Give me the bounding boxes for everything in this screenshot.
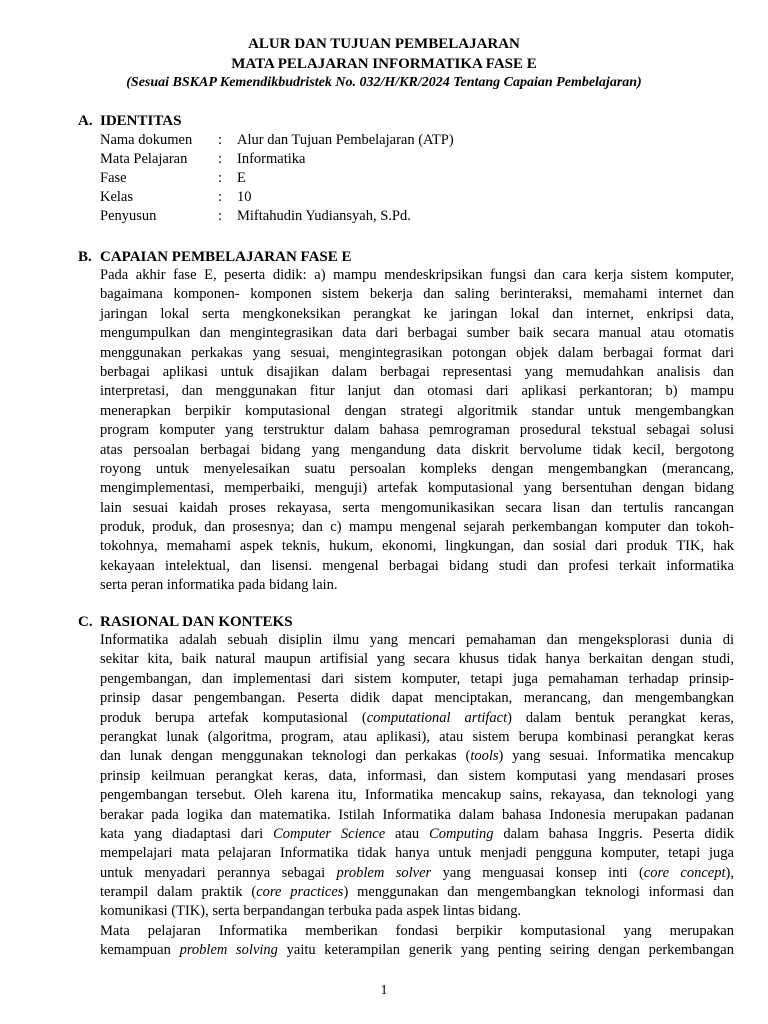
paragraph-line: produk, produk, dan prosesnya; dan c) mampu mengenal sejarah perkembangan komputer dan tokoh- <box>100 519 734 536</box>
paragraph-line: royong untuk menyelesaikan suatu persoalan kompleks dengan mengembangkan (merancang, <box>100 460 734 477</box>
identity-label: Penyusun <box>100 208 157 224</box>
section-b-title: CAPAIAN PEMBELAJARAN FASE E <box>100 249 352 265</box>
italic-term: problem solving <box>179 942 278 959</box>
text-segment: kemampuan <box>100 942 180 959</box>
section-c-letter: C. <box>78 614 93 630</box>
text-segment: prinsip keilmuan perangkat keras, data, informasi, dan sistem komputasi yang mendasari proses <box>100 767 734 784</box>
paragraph-line: interpretasi, dan menggunakan fitur lanjut dan otomasi dari aplikasi perkantoran; b) mampu <box>100 383 734 400</box>
italic-term: problem solver <box>336 864 432 881</box>
paragraph-line <box>100 922 734 941</box>
text-segment: komunikasi (TIK), serta berpandangan terbuka pada aspek lintas bidang. <box>100 903 522 920</box>
section-c-title: RASIONAL DAN KONTEKS <box>100 614 293 630</box>
text-segment: Mata pelajaran Informatika memberikan fondasi berpikir komputasional yang merupakan <box>100 922 734 939</box>
paragraph-line: serta peran informatika pada bidang lain. <box>100 577 338 594</box>
identity-value: Alur dan Tujuan Pembelajaran (ATP) <box>237 132 454 148</box>
italic-term: Computing <box>429 825 494 842</box>
section-a-letter: A. <box>78 113 93 129</box>
section-b-letter: B. <box>78 249 92 265</box>
paragraph-line: menggunakan perkakas yang sesuai, mengintegrasikan potongan objek dalam berbagai format dari <box>100 344 734 361</box>
paragraph-line <box>100 689 734 708</box>
paragraph-line <box>100 728 734 747</box>
identity-label: Nama dokumen <box>100 132 193 148</box>
text-segment: mempelajari mata pelajaran Informatika tidak hanya untuk menjadi pengguna komputer, tetapi juga <box>100 845 734 862</box>
paragraph-line: Pada akhir fase E, peserta didik: a) mampu mendeskripsikan fungsi dan cara kerja sistem komputer, <box>100 267 734 283</box>
paragraph-line <box>100 631 734 650</box>
identity-value: 10 <box>237 189 252 205</box>
italic-term: tools <box>470 748 499 765</box>
text-segment: pengembangan, dan implementasi dari sistem komputer, tetapi juga pemahaman terhadap prinsip- <box>100 670 734 687</box>
paragraph-line: mengimplementasi, memperbaiki, menguji) artefak komputasional yang bersentuhan dengan bidang <box>100 480 734 497</box>
paragraph-line: program komputer yang terstruktur dalam bahasa pemrograman prosedural tekstual sebagai solusi <box>100 422 734 439</box>
section-b-paragraph <box>100 266 734 596</box>
paragraph-line <box>100 941 734 960</box>
text-segment: atau <box>385 825 430 842</box>
text-segment: ) menggunakan dan mengembangkan teknologi informasi dan <box>343 884 734 901</box>
text-segment: untuk menyadari perannya sebagai <box>100 864 337 881</box>
paragraph-line: jaringan lokal serta mengkoneksikan perangkat ke jaringan lokal dan internet, enkripsi data, <box>100 305 734 322</box>
section-c-paragraph <box>100 631 734 961</box>
italic-term: core concept <box>643 864 726 881</box>
paragraph-line: berbagai aplikasi untuk disajikan dalam berbagai representasi yang memudahkan analisis dan <box>100 363 734 380</box>
text-segment: Informatika adalah sebuah disiplin ilmu yang mencari pemahaman dan mengeksplorasi dunia di <box>100 632 734 648</box>
text-segment: yaitu keterampilan generik yang penting seiring dengan perkembangan <box>277 942 734 959</box>
paragraph-line: tokohnya, memahami aspek teknis, hukum, ekonomi, lingkungan, dan sosial dari produk TIK, hak <box>100 538 734 555</box>
paragraph-line <box>100 902 734 921</box>
paragraph-line: mengumpulkan dan mengintegrasikan data dari berbagai sumber baik secara manual atau otomatis <box>100 325 734 342</box>
identity-value: Miftahudin Yudiansyah, S.Pd. <box>237 208 411 224</box>
document-subtitle: (Sesuai BSKAP Kemendikbudristek No. 032/H/KR/2024 Tentang Capaian Pembelajaran) <box>126 75 642 90</box>
paragraph-line <box>100 786 734 805</box>
italic-term: computational artifact <box>366 709 508 726</box>
identity-colon: : <box>218 151 223 167</box>
paragraph-line: lain sesuai kaidah proses rekayasa, serta mengomunikasikan secara lisan dan tertulis rancangan <box>100 499 734 516</box>
paragraph-line <box>100 709 734 728</box>
identity-colon: : <box>218 189 223 205</box>
paragraph-line <box>100 767 734 786</box>
text-segment: terampil dalam praktik ( <box>100 884 257 901</box>
identity-colon: : <box>218 132 223 148</box>
paragraph-line: kekayaan intelektual, dan lisensi. mengenal berbagai bidang studi dan profesi terkait informatika <box>100 557 734 574</box>
section-a-title: IDENTITAS <box>100 113 182 129</box>
paragraph-line <box>100 806 734 825</box>
section-b-heading <box>78 248 352 266</box>
paragraph-line <box>100 883 734 902</box>
text-segment: produk berupa artefak komputasional ( <box>100 709 367 726</box>
section-a-heading <box>78 112 181 130</box>
text-segment: pengembangan tersebut. Oleh karena itu, Informatika mencakup sains, rekayasa, dan teknologi yang <box>100 787 734 804</box>
text-segment: prinsip dasar pengembangan. Peserta didik dapat menciptakan, merancang, dan mengembangkan <box>100 690 734 707</box>
paragraph-line <box>100 864 734 883</box>
identity-colon: : <box>218 208 223 224</box>
text-segment: perangkat lunak (algoritma, program, atau aplikasi), atau sistem berupa kombinasi perangkat keras <box>100 728 734 745</box>
text-segment: ), <box>725 864 734 881</box>
text-segment: dalam bahasa Inggris. Peserta didik <box>493 825 734 842</box>
paragraph-line <box>100 825 734 844</box>
identity-label: Mata Pelajaran <box>100 151 188 167</box>
paragraph-line: atas persoalan berbagai bidang yang mengandung data diskrit bervolume tidak kecil, bergotong <box>100 441 734 458</box>
identity-label: Fase <box>100 170 127 186</box>
text-segment: ) yang sesuai. Informatika mencakup <box>498 748 734 765</box>
identity-value: E <box>237 170 246 186</box>
italic-term: Computer Science <box>273 825 386 842</box>
page-number: 1 <box>380 983 388 998</box>
text-segment: dan lunak dengan menggunakan teknologi dan perkakas ( <box>100 748 471 765</box>
document-title-line-2: MATA PELAJARAN INFORMATIKA FASE E <box>231 56 537 72</box>
text-segment: yang menguasai konsep inti ( <box>431 864 644 881</box>
text-segment: kata yang diadaptasi dari <box>100 825 274 842</box>
paragraph-line <box>100 650 734 669</box>
paragraph-line: bagaimana komponen- komponen sistem bekerja dan saling berinteraksi, memahami internet dan <box>100 286 734 303</box>
document-title-line-1: ALUR DAN TUJUAN PEMBELAJARAN <box>248 36 520 52</box>
text-segment: berakar pada logika dan matematika. Istilah Informatika dalam bahasa Indonesia merupakan padanan <box>100 806 734 823</box>
identity-label: Kelas <box>100 189 134 205</box>
italic-term: core practices <box>256 884 344 901</box>
section-c-heading <box>78 613 293 631</box>
paragraph-line <box>100 844 734 863</box>
paragraph-line: menerapkan berpikir komputasional dengan strategi algoritmik standar untuk mengembangkan <box>100 402 734 419</box>
identity-value: Informatika <box>237 151 306 167</box>
text-segment: ) dalam bentuk perangkat keras, <box>507 709 734 726</box>
paragraph-line <box>100 670 734 689</box>
paragraph-line <box>100 747 734 766</box>
identity-colon: : <box>218 170 223 186</box>
text-segment: sekitar kita, baik natural maupun artifisial yang secara khusus tidak hanya berkaitan dengan studi, <box>100 651 734 668</box>
